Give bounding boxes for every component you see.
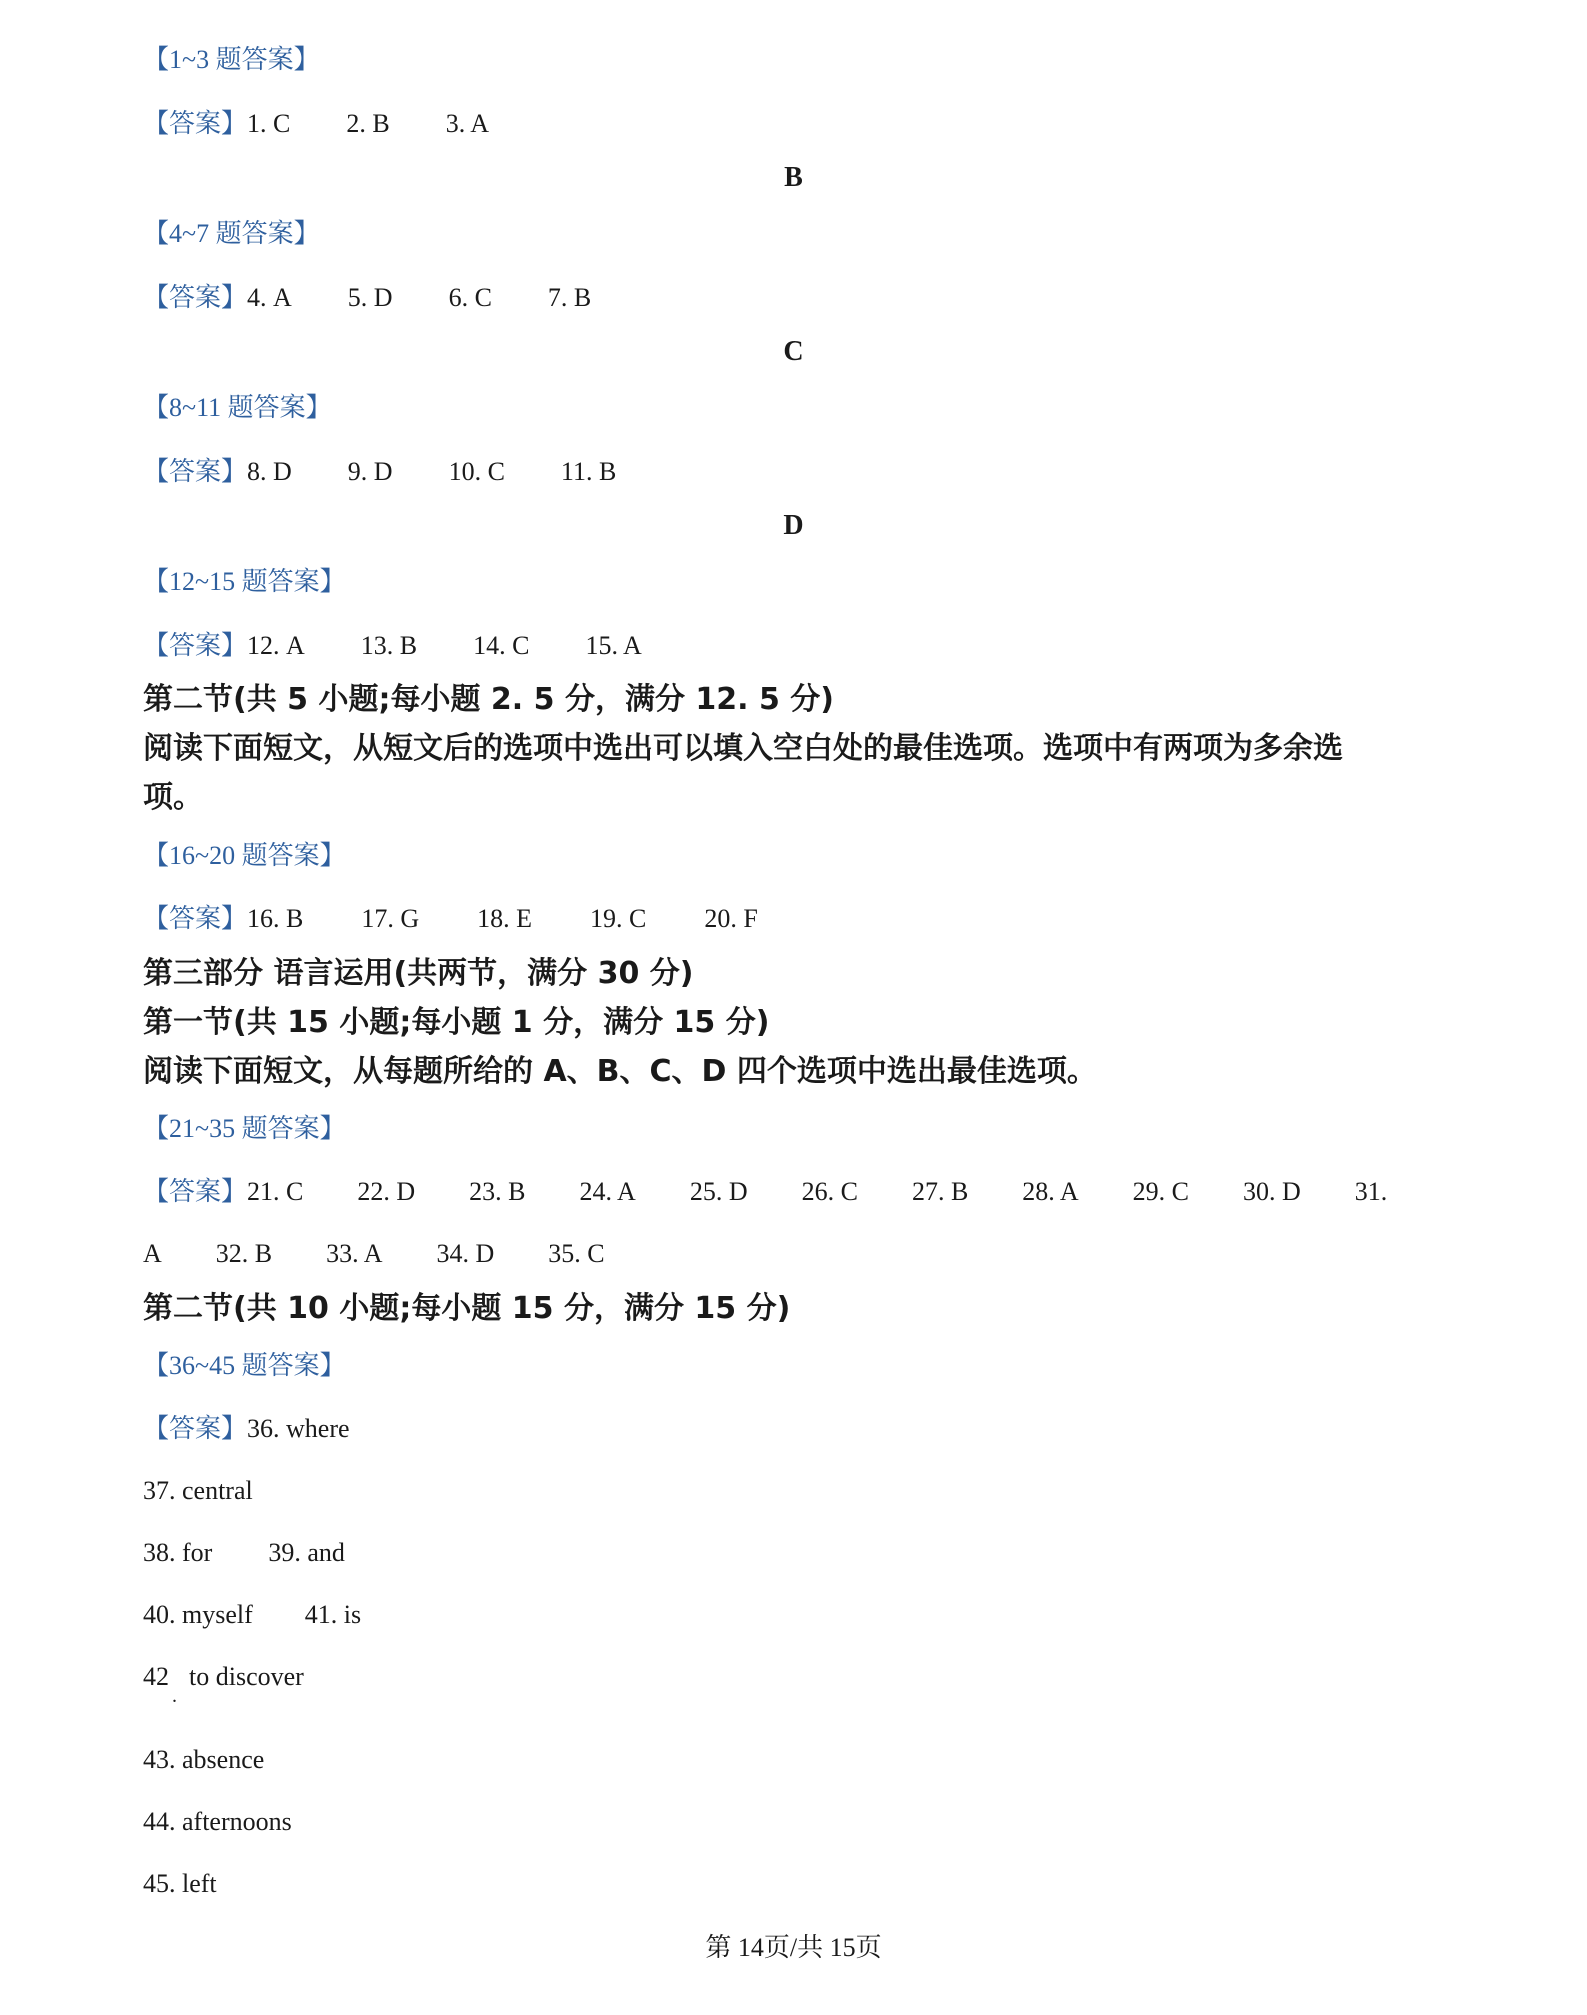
answer-item: 12. A bbox=[247, 631, 305, 660]
answer-item: 33. A bbox=[326, 1239, 383, 1268]
answer-item: 32. B bbox=[215, 1239, 273, 1268]
answer-item: 40. myself bbox=[143, 1600, 253, 1629]
answer-line bbox=[143, 108, 489, 140]
answer-item: 20. F bbox=[704, 904, 758, 933]
section-title: 第二节(共 10 小题;每小题 15 分，满分 15 分) bbox=[143, 1291, 791, 1326]
answer-item: 39. and bbox=[268, 1538, 345, 1567]
answer-item: 38. for bbox=[143, 1538, 213, 1567]
answer-line bbox=[143, 1806, 292, 1838]
answer-item: 31. bbox=[1354, 1177, 1388, 1206]
answer-item: 8. D bbox=[247, 457, 292, 486]
answer-line bbox=[143, 630, 642, 662]
answer-item: 30. D bbox=[1242, 1177, 1301, 1206]
answer-item: A bbox=[143, 1239, 162, 1268]
answer-item: 42 bbox=[143, 1662, 169, 1691]
answer-line bbox=[143, 1176, 1387, 1208]
answer-item: 5. D bbox=[347, 283, 393, 312]
answer-item: 16. B bbox=[247, 904, 304, 933]
answer-item: 34. D bbox=[436, 1239, 495, 1268]
answer-label: 【答案】 bbox=[143, 904, 248, 933]
passage-letter: B bbox=[784, 162, 803, 193]
answer-line bbox=[143, 1475, 253, 1507]
answer-item: 44. afternoons bbox=[143, 1807, 292, 1836]
section-header: 【16~20 题答案】 bbox=[143, 841, 346, 870]
instruction-text: 项。 bbox=[143, 780, 203, 815]
answer-item: 37. central bbox=[143, 1476, 253, 1505]
answer-item: 27. B bbox=[911, 1177, 969, 1206]
answer-item: 15. A bbox=[585, 631, 642, 660]
section-header: 【4~7 题答案】 bbox=[143, 219, 320, 248]
section-title: 第二节(共 5 小题;每小题 2. 5 分，满分 12. 5 分) bbox=[143, 682, 835, 717]
answer-item: 23. B bbox=[469, 1177, 526, 1206]
section-title: 第一节(共 15 小题;每小题 1 分，满分 15 分) bbox=[143, 1005, 770, 1040]
answer-item: 26. C bbox=[801, 1177, 858, 1206]
answer-item: 10. C bbox=[448, 457, 505, 486]
answer-item: 6. C bbox=[448, 283, 492, 312]
answer-item: 14. C bbox=[473, 631, 530, 660]
answer-label: 【答案】 bbox=[143, 1414, 248, 1443]
answer-line bbox=[143, 1599, 361, 1631]
answer-item: 22. D bbox=[357, 1177, 416, 1206]
answer-line bbox=[143, 282, 591, 314]
answer-item: to discover bbox=[189, 1662, 304, 1691]
instruction-text: 阅读下面短文，从每题所给的 A、B、C、D 四个选项中选出最佳选项。 bbox=[143, 1054, 1097, 1089]
answer-line bbox=[143, 903, 758, 935]
answer-item: 29. C bbox=[1132, 1177, 1189, 1206]
page-footer: 第 14页/共 15页 bbox=[705, 1933, 882, 1962]
answer-item: 11. B bbox=[560, 457, 617, 486]
answer-item: 28. A bbox=[1022, 1177, 1079, 1206]
answer-label: 【答案】 bbox=[143, 457, 248, 486]
answer-line bbox=[143, 1868, 217, 1900]
section-header: 【12~15 题答案】 bbox=[143, 567, 346, 596]
answer-item: 45. left bbox=[143, 1869, 217, 1898]
answer-item: 21. C bbox=[247, 1177, 304, 1206]
answer-item: 17. G bbox=[361, 904, 420, 933]
answer-line bbox=[143, 456, 616, 488]
answer-item: 13. B bbox=[360, 631, 418, 660]
answer-item: 43. absence bbox=[143, 1745, 265, 1774]
section-header: 【1~3 题答案】 bbox=[143, 45, 320, 74]
answer-item: 36. where bbox=[247, 1414, 350, 1443]
answer-item: 41. is bbox=[304, 1600, 362, 1629]
answer-item: 19. C bbox=[590, 904, 647, 933]
part-title: 第三部分 语言运用(共两节，满分 30 分) bbox=[143, 956, 694, 991]
answer-item: 4. A bbox=[247, 283, 292, 312]
answer-line bbox=[143, 1537, 345, 1569]
passage-letter: D bbox=[783, 510, 804, 541]
answer-item: 7. B bbox=[547, 283, 592, 312]
answer-item: 35. C bbox=[548, 1239, 605, 1268]
answer-item: 25. D bbox=[689, 1177, 748, 1206]
answer-label: 【答案】 bbox=[143, 1177, 248, 1206]
answer-label: 【答案】 bbox=[143, 109, 248, 138]
section-header: 【36~45 题答案】 bbox=[143, 1351, 346, 1380]
answer-item: 9. D bbox=[347, 457, 393, 486]
answer-item: 24. A bbox=[579, 1177, 636, 1206]
passage-letter: C bbox=[783, 336, 804, 367]
instruction-text: 阅读下面短文，从短文后的选项中选出可以填入空白处的最佳选项。选项中有两项为多余选 bbox=[143, 731, 1343, 766]
answer-item: 18. E bbox=[477, 904, 533, 933]
answer-label: 【答案】 bbox=[143, 283, 248, 312]
answer-line bbox=[143, 1744, 264, 1776]
stray-dot: . bbox=[172, 1685, 177, 1707]
answer-line bbox=[143, 1413, 350, 1445]
answer-label: 【答案】 bbox=[143, 631, 248, 660]
answer-line bbox=[143, 1238, 605, 1270]
answer-line bbox=[143, 1661, 304, 1693]
answer-item: 1. C bbox=[247, 109, 291, 138]
section-header: 【8~11 题答案】 bbox=[143, 393, 332, 422]
answer-item: 3. A bbox=[445, 109, 490, 138]
section-header: 【21~35 题答案】 bbox=[143, 1114, 346, 1143]
answer-item: 2. B bbox=[346, 109, 390, 138]
